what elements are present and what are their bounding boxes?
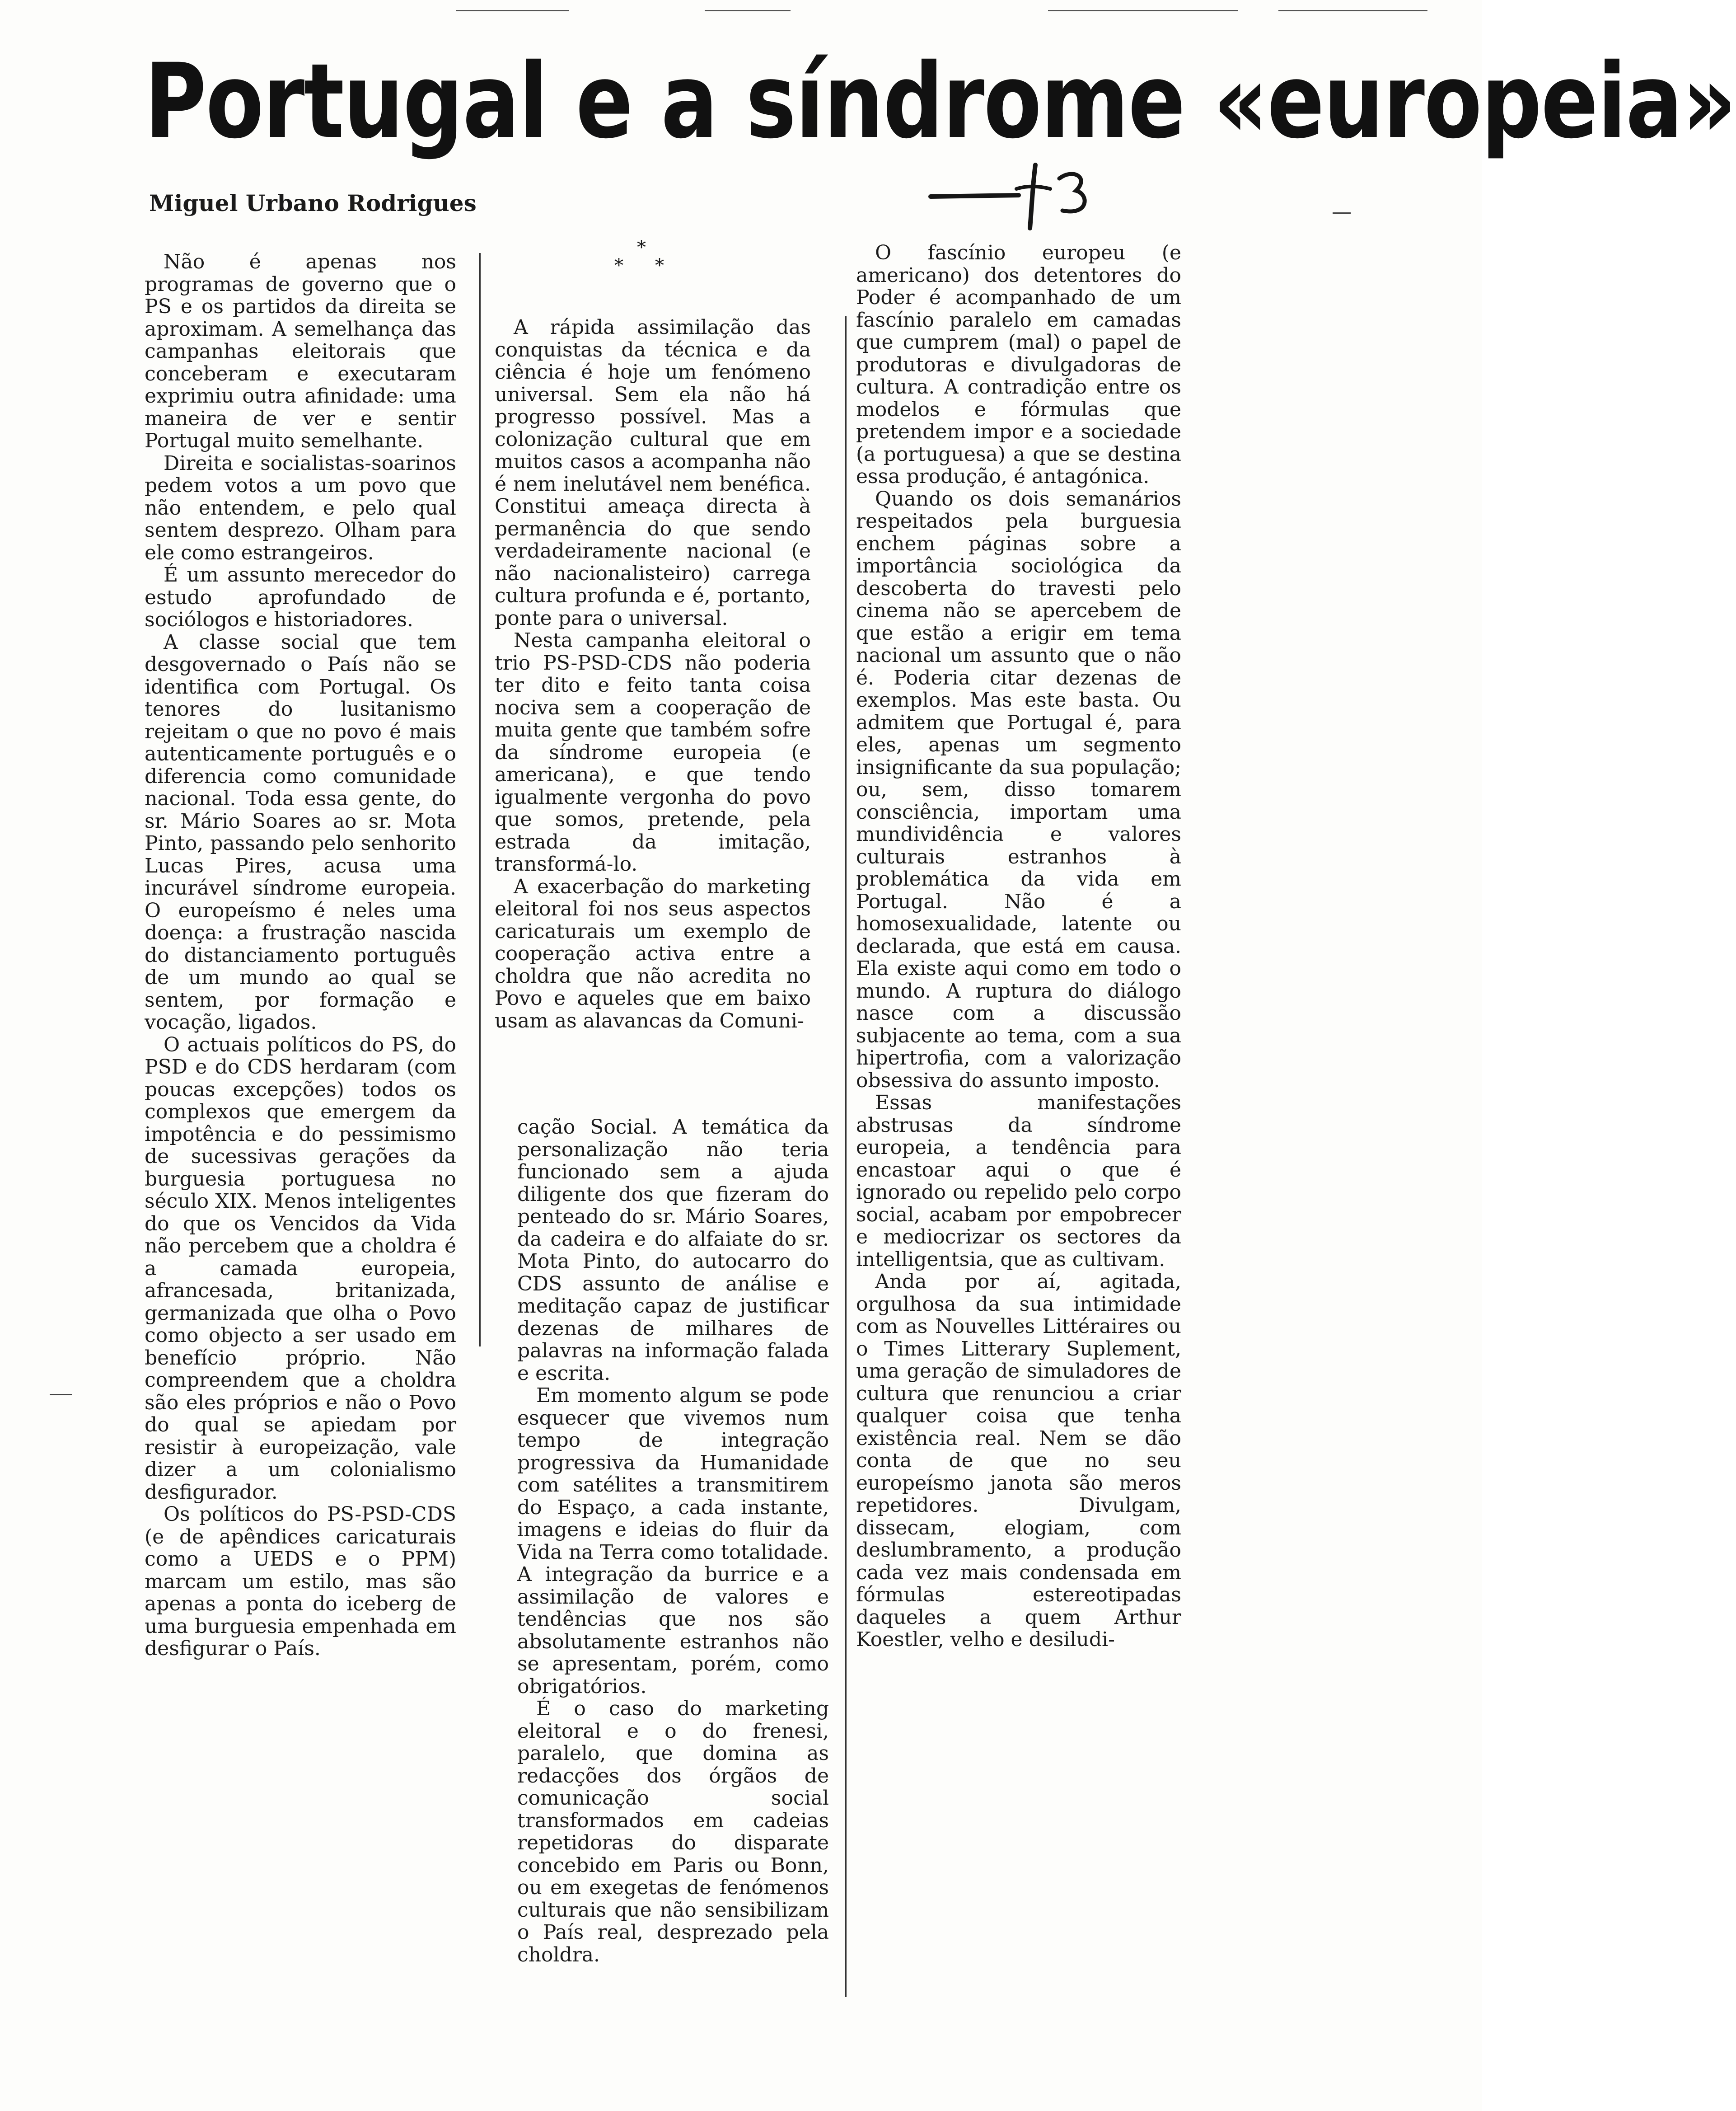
top-rule [1278,10,1427,11]
paragraph: Os políticos do PS-PSD-CDS (e de apêndices caricaturais como a UEDS e o PPM) marcam um estilo, mas são apenas a ponta do iceberg de uma burguesia empenhada em desfigurar o País. [145,1503,456,1660]
author-byline: Miguel Urbano Rodrigues [149,190,477,216]
top-rule [705,10,791,11]
article-title: Portugal e a síndrome «europeia» [145,41,1736,161]
separator-star: * [637,237,646,258]
paragraph: Não é apenas nos programas de governo que o PS e os partidos da direita se aproximam. A semelhança das campanhas eleitorais que conceberam e executaram exprimiu outra afinidade: uma maneira de ver e sentir Portugal muito semelhante. [145,250,456,452]
article-column-2-continued [517,1116,829,1966]
paragraph: cação Social. A temática da personalização não teria funcionado sem a ajuda diligente dos que fizeram do penteado do sr. Mário Soares, da cadeira e do alfaiate do sr. Mota Pinto, do autocarro do CDS assunto de análise e meditação capaz de justificar dezenas de milhares de palavras na informação falada e escrita. [517,1116,829,1385]
paragraph: Quando os dois semanários respeitados pela burguesia enchem páginas sobre a importância sociológica da descoberta do travesti pelo cinema não se apercebem de que estão a erigir em tema nacional um assunto que o não é. Poderia citar dezenas de exemplos. Mas este basta. Ou admitem que Portugal é, para eles, apenas um segmento insignificante da sua população; ou, sem, disso tomarem consciência, importam uma mundividência e valores culturais estranhos à problemática da vida em Portugal. Não é a homosexualidade, latente ou declarada, que está em causa. Ela existe aqui como em todo o mundo. A ruptura do diálogo nasce com a discussão subjacente ao tema, com a sua hipertrofia, com a valorização obsessiva do assunto imposto. [856,487,1181,1092]
article-column-2 [495,316,811,1032]
paragraph: A exacerbação do marketing eleitoral foi nos seus aspectos caricaturais um exemplo de cooperação activa entre a choldra que não acredita no Povo e aqueles que em baixo usam as alavancas da Comuni- [495,875,811,1032]
paragraph: Essas manifestações abstrusas da síndrome europeia, a tendência para encastoar aqui o que é ignorado ou repelido pelo corpo social, acabam por empobrecer e mediocrizar os sectores da intelligentsia, que as cultivam. [856,1091,1181,1271]
top-rule [1048,10,1238,11]
separator-star: * [655,255,664,276]
separator-star: * [614,255,623,276]
paragraph: A rápida assimilação das conquistas da técnica e da ciência é hoje um fenómeno universal. Sem ela não há progresso possível. Mas a colonização cultural que em muitos casos a acompanha não é nem inelutável nem benéfica. Constitui ameaça directa à permanência do que sendo verdadeiramente nacional (e não nacionalisteiro) carrega cultura profunda e é, portanto, ponte para o universal. [495,316,811,630]
paragraph: Anda por aí, agitada, orgulhosa da sua intimidade com as Nouvelles Littéraires ou o Times Litterary Suplement, uma geração de simuladores de cultura que renunciou a criar qualquer coisa que tenha existência real. Nem se dão conta de que no seu europeísmo janota são meros repetidores. Divulgam, dissecam, elogiam, com deslumbramento, a produção cada vez mais condensada em fórmulas estereotipadas daqueles a quem Arthur Koestler, velho e desiludi- [856,1270,1181,1651]
section-separator [605,237,682,278]
column-rule [845,316,847,1997]
paragraph: O fascínio europeu (e americano) dos detentores do Poder é acompanhado de um fascínio paralelo em camadas que cumprem (mal) o papel de produtoras e divulgadoras de cultura. A contradição entre os modelos e fórmulas que pretendem impor e a sociedade (a portuguesa) a que se destina essa produção, é antagónica. [856,241,1181,488]
column-rule [479,253,481,1346]
paragraph: O actuais políticos do PS, do PSD e do CDS herdaram (com poucas excepções) todos os complexos que emergem da impotência e do pessimismo de sucessivas gerações da burguesia portuguesa no século XIX. Menos inteligentes do que os Vencidos da Vida não percebem que a choldra é a camada europeia, afrancesada, britanizada, germanizada que olha o Povo como objecto a ser usado em benefício próprio. Não compreendem que a choldra são eles próprios e não o Povo do qual se apiedam por resistir à europeização, vale dizer a um colonialismo desfigurador. [145,1033,456,1504]
handwritten-page-mark [922,154,1129,230]
paragraph: A classe social que tem desgovernado o País não se identifica com Portugal. Os tenores do lusitanismo rejeitam o que no povo é mais autenticamente português e o diferencia como comunidade nacional. Toda essa gente, do sr. Mário Soares ao sr. Mota Pinto, passando pelo senhorito Lucas Pires, acusa uma incurável síndrome europeia. O europeísmo é neles uma doença: a frustração nascida do distanciamento português de um mundo ao qual se sentem, por formação e vocação, ligados. [145,630,456,1034]
paragraph: É o caso do marketing eleitoral e o do frenesi, paralelo, que domina as redacções dos órgãos de comunicação social transformados em cadeias repetidoras do disparate concebido em Paris ou Bonn, ou em exegetas de fenómenos culturais que não sensibilizam o País real, desprezado pela choldra. [517,1697,829,1966]
paragraph: Direita e socialistas-soarinos pedem votos a um povo que não entendem, e pelo qual sentem desprezo. Olham para ele como estrangeiros. [145,451,456,564]
paragraph: Nesta campanha eleitoral o trio PS-PSD-CDS não poderia ter dito e feito tanta coisa nociva sem a cooperação de muita gente que também sofre da síndrome europeia (e americana), e que tendo igualmente vergonha do povo que somos, pretende, pela estrada da imitação, transformá-lo. [495,629,811,876]
margin-tick [50,1394,72,1395]
paragraph: É um assunto merecedor do estudo aprofundado de sociólogos e historiadores. [145,563,456,631]
paragraph: Em momento algum se pode esquecer que vivemos num tempo de integração progressiva da Humanidade com satélites a transmitirem do Espaço, a cada instante, imagens e ideias do fluir da Vida na Terra como totalidade. A integração da burrice e a assimilação de valores e tendências que nos são absolutamente estranhos não se apresentam, porém, como obrigatórios. [517,1384,829,1698]
margin-tick [1333,212,1351,214]
article-column-1 [145,251,456,1660]
article-column-3 [856,242,1181,1651]
top-rule [456,10,569,11]
